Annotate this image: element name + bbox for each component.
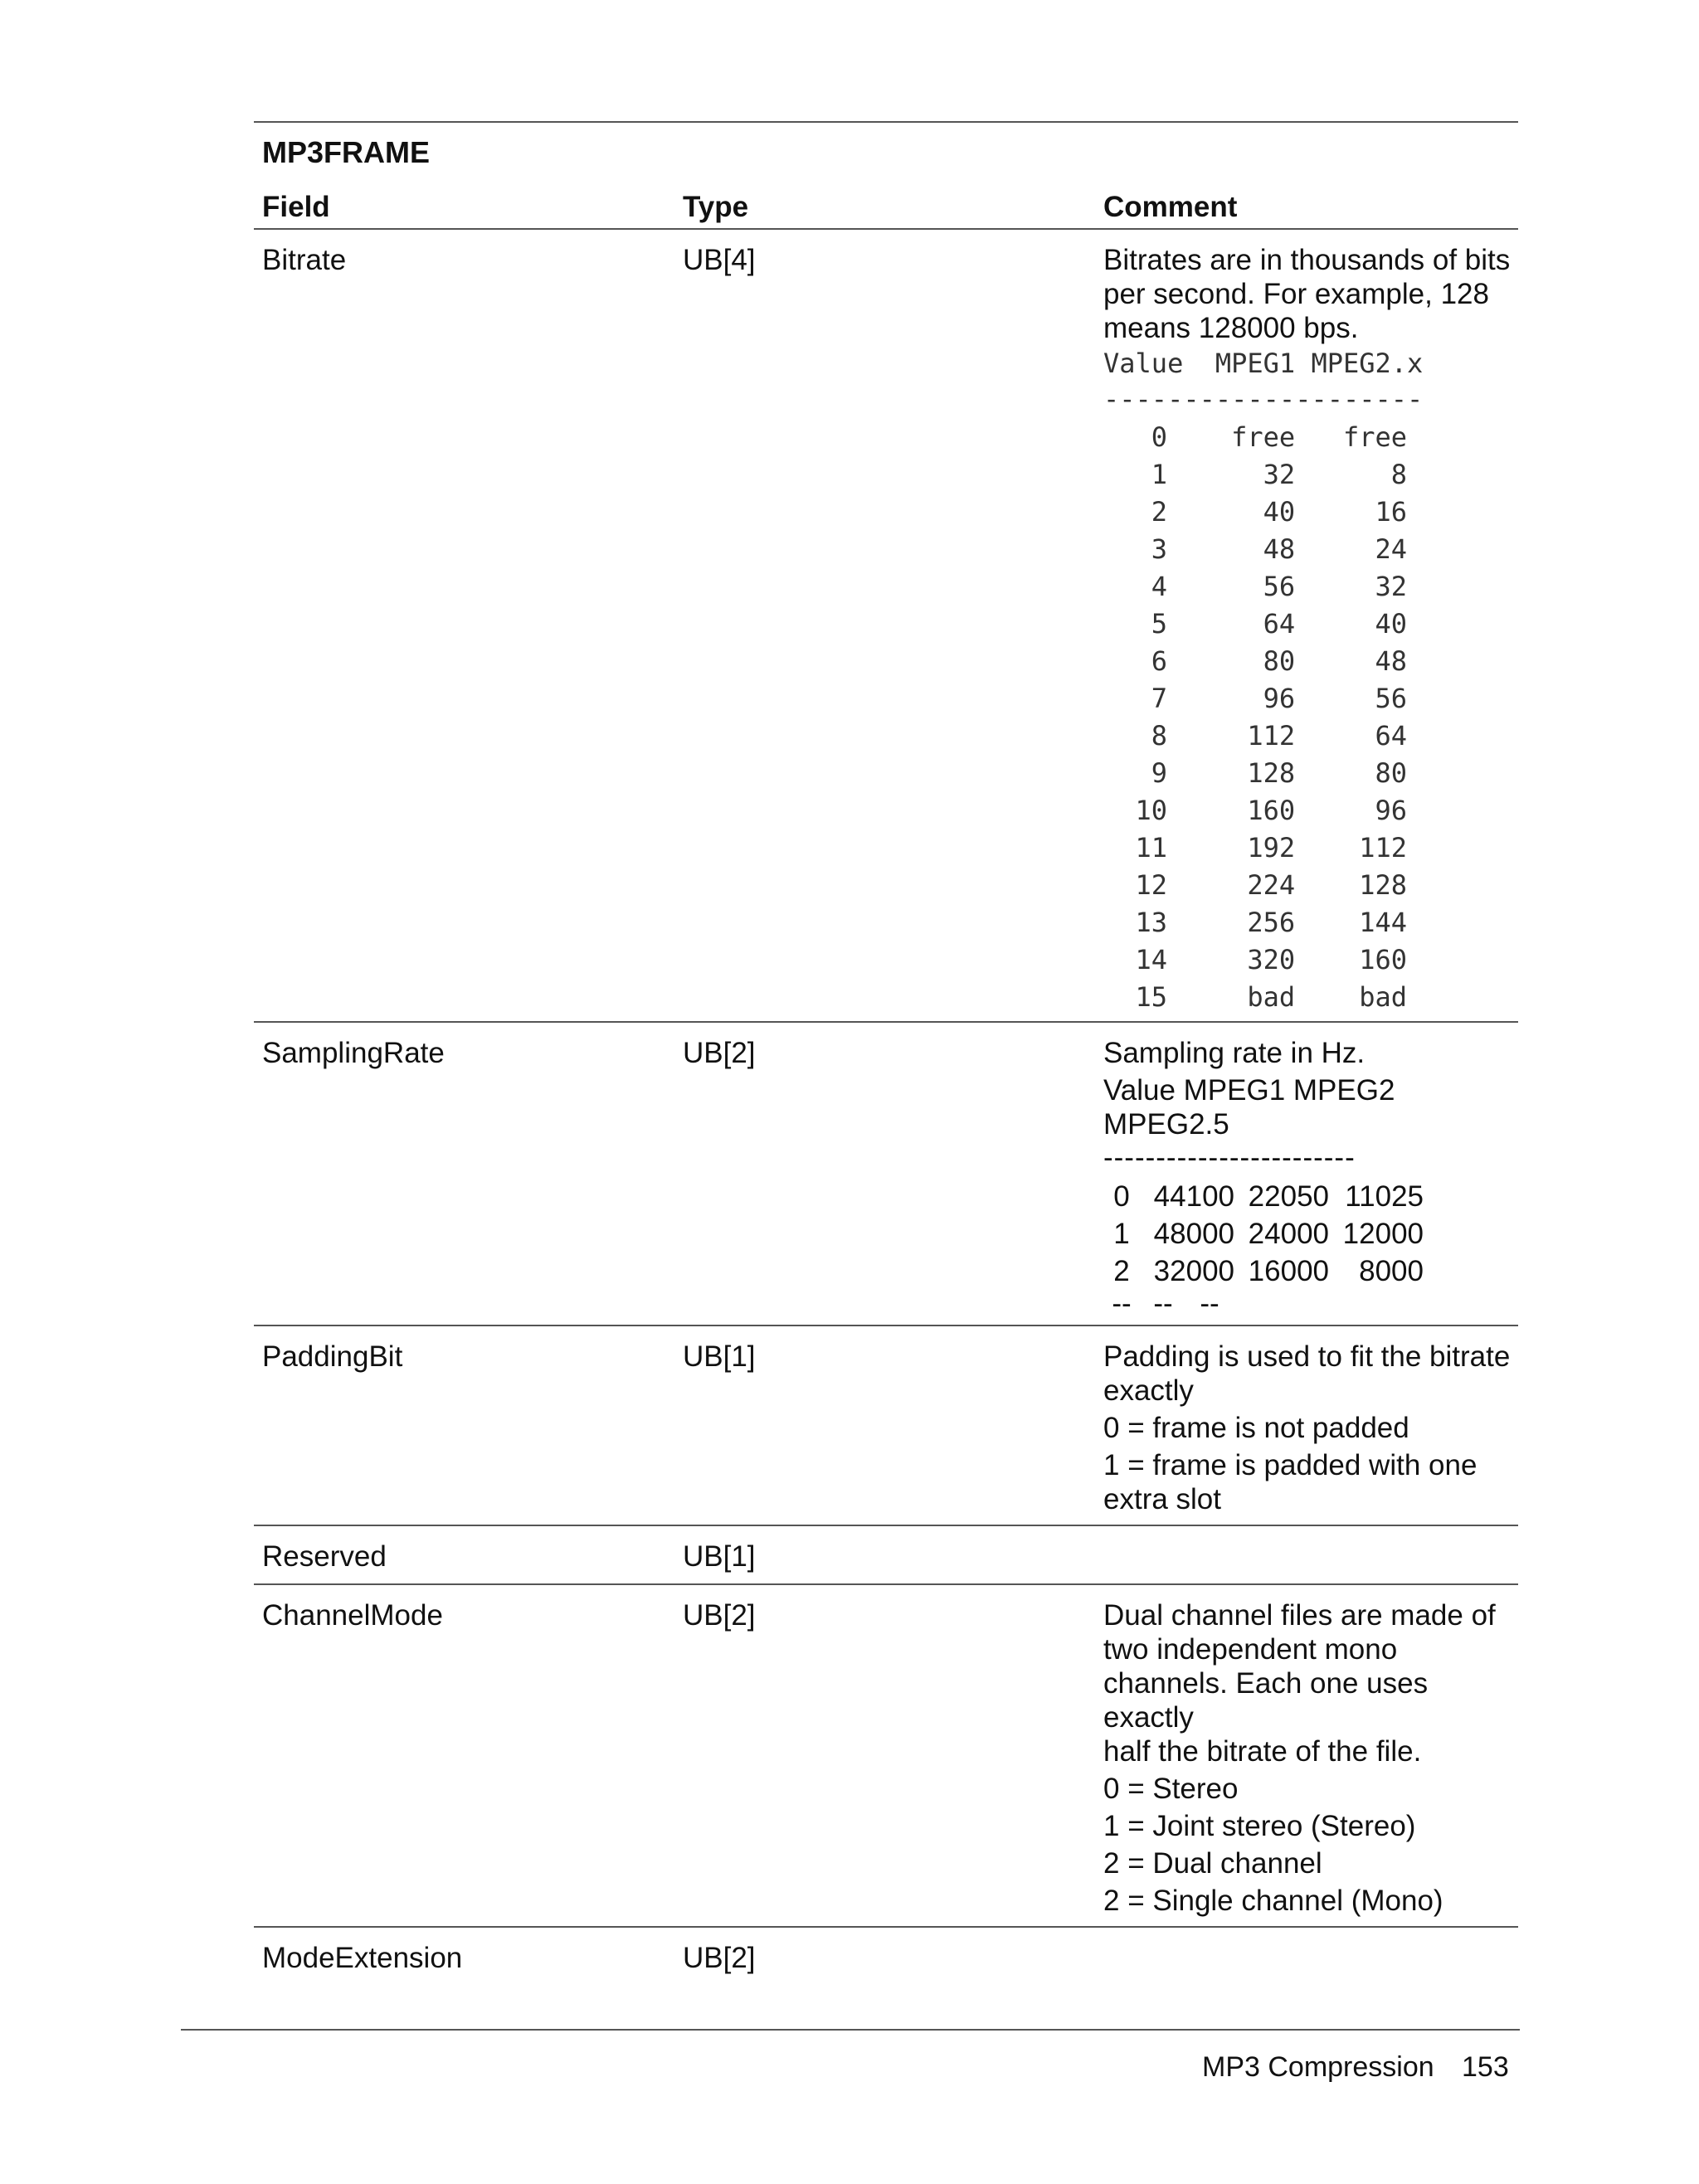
bitrate-mono-dashes: --------------------	[1103, 383, 1424, 415]
mpeg1-cell: 48000	[1153, 1218, 1234, 1250]
value-cell: 3	[1151, 533, 1168, 565]
bitrate-value-row	[1103, 680, 1515, 717]
mpeg2x-cell: 64	[1375, 720, 1408, 752]
type-cell: UB[1]	[683, 1340, 756, 1373]
comment-line: Value MPEG1 MPEG2	[1103, 1074, 1395, 1107]
bitrate-values-table	[1103, 419, 1515, 1016]
channel-option: 0 = Stereo	[1103, 1773, 1239, 1805]
mpeg1-cell: 320	[1247, 944, 1296, 975]
value-cell: 0	[1113, 1180, 1130, 1213]
field-cell: Reserved	[262, 1540, 387, 1573]
bitrate-value-row	[1103, 867, 1515, 904]
comment-line: 1 = frame is padded with one	[1103, 1449, 1477, 1481]
comment-cell	[1095, 243, 1518, 1016]
comment-line: Bitrates are in thousands of bits	[1103, 244, 1511, 276]
mpeg1-cell: 80	[1263, 645, 1296, 677]
mpeg2x-cell: 32	[1375, 571, 1408, 602]
comment-line: 0 = frame is not padded	[1103, 1412, 1409, 1444]
comment-line: extra slot	[1103, 1483, 1221, 1515]
sampling-value-row	[1103, 1287, 1515, 1320]
mpeg2x-cell: 112	[1359, 832, 1408, 863]
mpeg2x-cell: 16	[1375, 496, 1408, 528]
mpeg2x-cell: 96	[1375, 795, 1408, 826]
mpeg2-cell: 24000	[1248, 1218, 1329, 1250]
bitrate-value-row	[1103, 568, 1515, 606]
value-cell: 1	[1151, 459, 1168, 490]
comment-line: channels. Each one uses exactly	[1103, 1667, 1429, 1734]
mpeg2x-cell: 40	[1375, 608, 1408, 640]
sampling-values-table	[1103, 1178, 1515, 1318]
mpeg2x-cell: 128	[1359, 869, 1408, 901]
comment-line: MPEG2.5	[1103, 1108, 1229, 1141]
field-cell: PaddingBit	[262, 1340, 403, 1373]
mpeg2x-cell: 56	[1375, 683, 1408, 714]
comment-line: Padding is used to fit the bitrate	[1103, 1340, 1511, 1373]
header-comment: Comment	[1103, 191, 1238, 223]
field-cell: SamplingRate	[262, 1037, 445, 1069]
bitrate-value-row	[1103, 531, 1515, 568]
table-row-reserved	[254, 1526, 1518, 1585]
value-cell: 14	[1135, 944, 1168, 975]
mpeg1-cell: 40	[1263, 496, 1296, 528]
field-cell: Bitrate	[262, 244, 347, 276]
table-title: MP3FRAME	[262, 135, 431, 169]
value-cell: 7	[1151, 683, 1168, 714]
comment-line: per second. For example, 128	[1103, 278, 1489, 310]
bitrate-value-row	[1103, 494, 1515, 531]
sampling-value-row	[1103, 1178, 1515, 1215]
mpeg2-cell: --	[1200, 1287, 1219, 1320]
table-row-samplingrate	[254, 1023, 1518, 1326]
value-cell: 0	[1151, 421, 1168, 453]
mp3frame-table	[254, 121, 1518, 1975]
mpeg2x-cell: free	[1342, 421, 1408, 453]
type-cell: UB[1]	[683, 1540, 756, 1573]
mpeg2x-cell: 24	[1375, 533, 1408, 565]
comment-cell	[1095, 1340, 1518, 1516]
bitrate-value-row	[1103, 643, 1515, 680]
channel-option: 1 = Joint stereo (Stereo)	[1103, 1810, 1416, 1842]
value-cell: 5	[1151, 608, 1168, 640]
mpeg1-cell: 160	[1247, 795, 1296, 826]
bitrate-value-row	[1103, 606, 1515, 643]
channel-option: 2 = Single channel (Mono)	[1103, 1885, 1443, 1917]
field-cell: ModeExtension	[262, 1942, 463, 1974]
mpeg1-cell: 192	[1247, 832, 1296, 863]
value-cell: 8	[1151, 720, 1168, 752]
comment-cell	[1095, 1036, 1518, 1318]
comment-line: two independent mono	[1103, 1633, 1398, 1666]
mpeg25-cell: 12000	[1342, 1218, 1424, 1250]
value-cell: 9	[1151, 757, 1168, 789]
type-cell: UB[2]	[683, 1037, 756, 1069]
header-field: Field	[262, 191, 330, 223]
mpeg1-cell: 48	[1263, 533, 1296, 565]
value-cell: 13	[1135, 907, 1168, 938]
mpeg1-cell: free	[1231, 421, 1296, 453]
value-cell: 2	[1113, 1255, 1130, 1287]
mpeg1-cell: 128	[1247, 757, 1296, 789]
mpeg2x-cell: bad	[1359, 981, 1408, 1013]
table-header-row	[254, 174, 1518, 230]
field-cell: ChannelMode	[262, 1599, 443, 1632]
mpeg1-cell: 96	[1263, 683, 1296, 714]
sampling-value-row	[1103, 1253, 1515, 1290]
value-cell: 6	[1151, 645, 1168, 677]
table-row-paddingbit	[254, 1326, 1518, 1526]
comment-cell	[1095, 1598, 1518, 1918]
table-row-channelmode	[254, 1585, 1518, 1928]
bitrate-value-row	[1103, 755, 1515, 792]
mpeg2-cell: 16000	[1248, 1255, 1329, 1287]
mpeg2x-cell: 8	[1390, 459, 1408, 490]
bitrate-value-row	[1103, 904, 1515, 941]
type-cell: UB[2]	[683, 1942, 756, 1974]
bitrate-value-row	[1103, 717, 1515, 755]
value-cell: 15	[1135, 981, 1168, 1013]
bitrate-value-row	[1103, 829, 1515, 867]
comment-line: half the bitrate of the file.	[1103, 1735, 1422, 1768]
value-cell: 10	[1135, 795, 1168, 826]
value-cell: 2	[1151, 496, 1168, 528]
mpeg1-cell: bad	[1247, 981, 1296, 1013]
mpeg1-cell: 32000	[1153, 1255, 1234, 1287]
mpeg1-cell: 224	[1247, 869, 1296, 901]
header-type: Type	[683, 191, 749, 223]
mpeg1-cell: 32	[1263, 459, 1296, 490]
bitrate-value-row	[1103, 419, 1515, 456]
mpeg1-cell: 56	[1263, 571, 1296, 602]
type-cell: UB[4]	[683, 244, 756, 276]
footer-section-title: MP3 Compression	[1202, 2051, 1434, 2083]
sampling-value-row	[1103, 1215, 1515, 1253]
mpeg2x-cell: 48	[1375, 645, 1408, 677]
mpeg2x-cell: 160	[1359, 944, 1408, 975]
table-row-bitrate	[254, 230, 1518, 1023]
value-cell: 1	[1113, 1218, 1130, 1250]
value-cell: --	[1112, 1287, 1132, 1320]
comment-line: Dual channel files are made of	[1103, 1599, 1496, 1632]
bitrate-mono-header: Value MPEG1 MPEG2.x	[1103, 348, 1424, 379]
type-cell: UB[2]	[683, 1599, 756, 1632]
mpeg2x-cell: 80	[1375, 757, 1408, 789]
mpeg1-cell: 44100	[1153, 1180, 1234, 1213]
value-cell: 11	[1135, 832, 1168, 863]
value-cell: 4	[1151, 571, 1168, 602]
bitrate-value-row	[1103, 792, 1515, 829]
mpeg2x-cell: 144	[1359, 907, 1408, 938]
mpeg25-cell: 11025	[1345, 1180, 1424, 1213]
mpeg2-cell: 22050	[1248, 1180, 1329, 1213]
mpeg25-cell	[1233, 1290, 1279, 1318]
mpeg1-cell: --	[1153, 1287, 1173, 1320]
comment-line: means 128000 bps.	[1103, 312, 1359, 344]
mpeg1-cell: 112	[1247, 720, 1296, 752]
mpeg1-cell: 256	[1247, 907, 1296, 938]
comment-line: exactly	[1103, 1374, 1194, 1407]
bitrate-value-row	[1103, 979, 1515, 1016]
bitrate-value-row	[1103, 456, 1515, 494]
bitrate-value-row	[1103, 941, 1515, 979]
mpeg25-cell: 8000	[1359, 1255, 1424, 1287]
page-number: 153	[1462, 2051, 1509, 2083]
footer-rule	[181, 2029, 1520, 2031]
sampling-dashes: ------------------------	[1103, 1141, 1356, 1174]
comment-line: Sampling rate in Hz.	[1103, 1037, 1366, 1069]
channel-option: 2 = Dual channel	[1103, 1847, 1322, 1880]
mpeg1-cell: 64	[1263, 608, 1296, 640]
value-cell: 12	[1135, 869, 1168, 901]
table-row-modeextension	[254, 1928, 1518, 1975]
